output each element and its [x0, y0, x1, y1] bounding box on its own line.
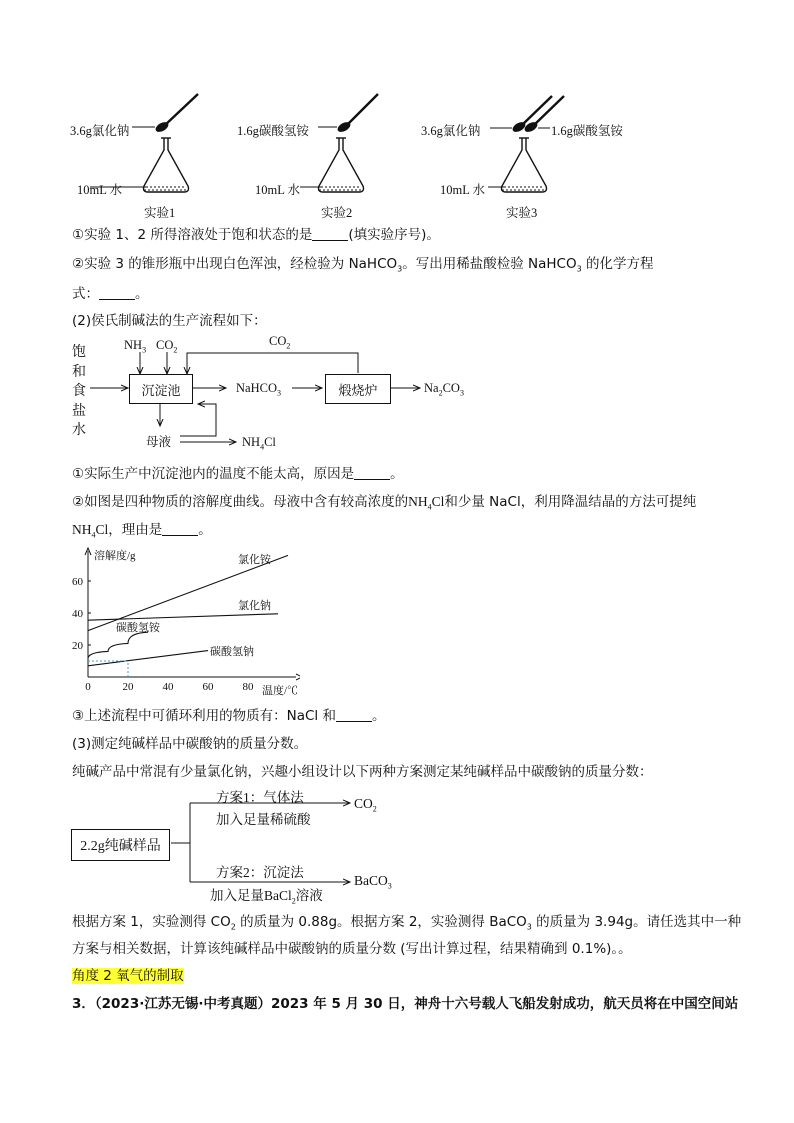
flow-furnace: 煅烧炉	[325, 374, 391, 404]
solubility-chart	[60, 545, 300, 700]
series-label-1: 氯化钠	[238, 600, 271, 612]
y-tick-label: 20	[72, 640, 83, 652]
x-axis-arrow	[296, 674, 300, 680]
plan2-product: BaCO$_3$	[354, 873, 392, 891]
exp2-water: 10mL 水	[255, 183, 301, 197]
q2-title: (2)侯氏制碱法的生产流程如下：	[72, 313, 267, 329]
flow-na2co3: $Na_2CO_3$	[424, 381, 464, 398]
series-label-2: 碳酸氢铵	[116, 622, 160, 634]
x-tick-label: 0	[85, 681, 91, 693]
y-axis-label: 溶解度/g	[94, 550, 136, 562]
answer-blank[interactable]	[312, 226, 348, 241]
plan2-label: 方案2：沉淀法	[216, 865, 304, 880]
exp3-water: 10mL 水	[440, 183, 486, 197]
q3-para2: 方案与相关数据，计算该纯碱样品中碳酸钠的质量分数 (写出计算过程，结果精确到 0.1%)。。	[72, 941, 632, 957]
x-tick-label: 40	[162, 681, 174, 693]
series-label-3: 碳酸氢钠	[210, 646, 254, 658]
q2-item3: ③上述流程中可循环利用的物质有：NaCl 和 。	[72, 708, 386, 724]
answer-blank[interactable]	[162, 521, 198, 536]
flask-3	[488, 96, 564, 192]
exp3-label-right: 1.6g碳酸氢铵	[551, 124, 623, 138]
flask-1	[90, 94, 198, 192]
q1-item2-cont: 式： 。	[72, 286, 149, 302]
flow-nh3: $NH_3$	[124, 338, 147, 355]
q2-item1: ①实际生产中沉淀池内的温度不能太高，原因是 。	[72, 466, 404, 482]
flow-mother-liquor: 母液	[146, 435, 172, 449]
y-tick-label: 60	[72, 576, 83, 588]
flow-tank: 沉淀池	[129, 374, 193, 404]
answer-blank[interactable]	[99, 285, 135, 300]
exp1-label: 3.6g氯化钠	[70, 124, 130, 138]
x-axis-label: 温度/℃	[262, 685, 299, 697]
plan2-reagent: 加入足量BaCl$_2$溶液	[210, 888, 323, 906]
q4-text: 3．（2023·江苏无锡·中考真题）2023 年 5 月 30 日，神舟十六号载人飞船发射成功，航天员将在中国空间站	[72, 996, 739, 1012]
exp1-water: 10mL 水	[77, 183, 123, 197]
q2-item2-cont: $NH_4Cl$，理由是 。	[72, 522, 212, 540]
flow-co2-in: $CO_2$	[156, 338, 178, 355]
q3-intro: 纯碱产品中常混有少量氯化钠，兴趣小组设计以下两种方案测定某纯碱样品中碳酸钠的质量分数：	[72, 764, 653, 780]
x-tick-label: 80	[242, 681, 254, 693]
x-tick-label: 60	[202, 681, 214, 693]
flask-2	[300, 94, 378, 192]
plan1-reagent: 加入足量稀硫酸	[216, 812, 311, 827]
q3-para1: 根据方案 1，实验测得 $CO_2$ 的质量为 0.88g。根据方案 2，实验测得 BaCO$_3$ 的质量为 3.94g。请任选其中一种	[72, 914, 742, 932]
series-line-1	[88, 614, 278, 620]
series-line-2	[88, 632, 148, 658]
section-heading: 角度 2 氧气的制取	[72, 968, 184, 984]
q2-item2: ②如图是四种物质的溶解度曲线。母液中含有较高浓度的$NH_4Cl$和少量 NaCl，利用降温结晶的方法可提纯	[72, 494, 697, 512]
series-label-0: 氯化铵	[238, 554, 271, 566]
plan1-label: 方案1：气体法	[216, 790, 304, 805]
plan1-product: $CO_2$	[354, 796, 377, 814]
series-line-3	[88, 651, 208, 666]
q3-title: (3)测定纯碱样品中碳酸钠的质量分数。	[72, 736, 308, 752]
flow-brine: 饱 和 食 盐 水	[72, 345, 86, 438]
exp2-label: 1.6g碳酸氢铵	[237, 124, 309, 138]
exp2-caption: 实验2	[321, 206, 353, 220]
y-tick-label: 40	[72, 608, 83, 620]
x-tick-label: 20	[122, 681, 134, 693]
exp3-label-left: 3.6g氯化钠	[421, 124, 481, 138]
answer-blank[interactable]	[354, 465, 390, 480]
flow-nh4cl: $NH_4Cl$	[242, 435, 276, 452]
flow-nahco3: NaHCO$_3$	[236, 381, 281, 398]
q1-item1: ①实验 1、2 所得溶液处于饱和状态的是 (填实验序号)。	[72, 227, 440, 243]
answer-blank[interactable]	[336, 707, 372, 722]
flow-co2-recycle: $CO_2$	[269, 334, 291, 351]
exp3-caption: 实验3	[506, 206, 538, 220]
q1-item2: ②实验 3 的锥形瓶中出现白色浑浊，经检验为 NaHCO$_3$。写出用稀盐酸检验 NaHCO$_3$ 的化学方程	[72, 256, 654, 274]
sample-box: 2.2g纯碱样品	[71, 829, 170, 861]
exp1-caption: 实验1	[144, 206, 176, 220]
